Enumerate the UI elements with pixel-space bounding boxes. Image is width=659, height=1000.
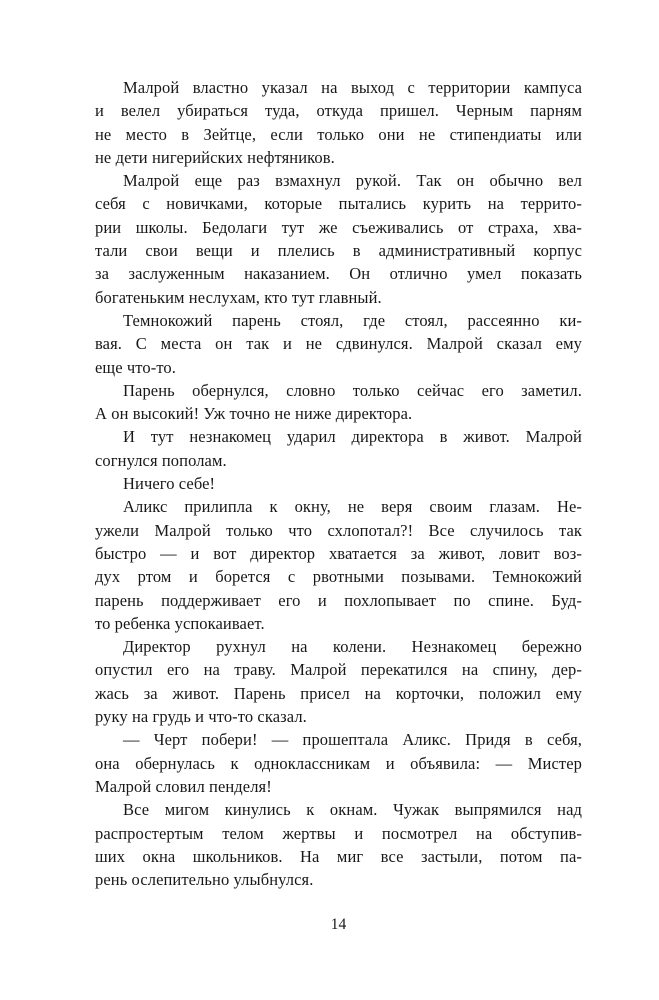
text-line: И тут незнакомец ударил директора в живот. Малрой [123,427,582,447]
text-line: согнулся пополам. [95,450,227,470]
text-line: руку на грудь и что-то сказал. [95,707,307,727]
text-line: еще что-то. [95,357,176,377]
text-line: Малрой еще раз взмахнул рукой. Так он обычно вел [123,171,582,191]
paragraph [95,169,582,309]
text-line: — Черт побери! — прошептала Аликс. Придя в себя, [123,730,582,750]
text-line: богатеньким неслухам, кто тут главный. [95,287,382,307]
text-line: не место в Зейтце, если только они не стипендиаты или [95,124,582,144]
text-line: то ребенка успокаивает. [95,613,265,633]
text-line: не дети нигерийских нефтяников. [95,147,335,167]
text-line: Аликс прилипла к окну, не веря своим глазам. Не- [123,497,582,517]
paragraph [95,76,582,169]
paragraph [95,798,582,891]
text-line: Малрой словил пенделя! [95,776,272,796]
text-block [95,76,582,891]
paragraph [95,728,582,798]
text-line: Все мигом кинулись к окнам. Чужак выпрямился над [123,800,582,820]
paragraph [95,309,582,379]
text-line: дух ртом и борется с рвотными позывами. Темнокожий [95,567,582,587]
text-line: ужели Малрой только что схлопотал?! Все случилось так [95,520,582,540]
text-line: вая. С места он так и не сдвинулся. Малрой сказал ему [95,334,582,354]
text-line: А он высокий! Уж точно не ниже директора. [95,404,413,424]
text-line: Ничего себе! [123,474,216,494]
text-line: парень поддерживает его и похлопывает по спине. Буд- [95,590,582,610]
paragraph [95,379,582,426]
paragraph [95,635,582,728]
paragraph [95,425,582,472]
text-line: быстро — и вот директор хватается за живот, ловит воз- [95,543,582,563]
paragraph [95,495,582,635]
text-line: жась за живот. Парень присел на корточки, положил ему [95,683,582,703]
paragraph [95,472,582,495]
text-line: Директор рухнул на колени. Незнакомец бережно [123,637,582,657]
text-line: рень ослепительно улыбнулся. [95,870,314,890]
text-line: и велел убираться туда, откуда пришел. Черным парням [95,101,582,121]
text-line: ших окна школьников. На миг все застыли, потом па- [95,846,582,866]
text-line: опустил его на траву. Малрой перекатился на спину, дер- [95,660,582,680]
text-line: Малрой властно указал на выход с территории кампуса [123,78,582,97]
text-line: распростертым телом жертвы и посмотрел на обступив- [95,823,582,843]
text-line: себя с новичками, которые пытались курить на террито- [95,194,582,214]
text-line: Парень обернулся, словно только сейчас его заметил. [123,380,582,400]
text-line: она обернулась к одноклассникам и объявила: — Мистер [95,753,582,773]
page-number: 14 [330,916,347,933]
text-line: за заслуженным наказанием. Он отлично умел показать [95,264,582,284]
text-line: тали свои вещи и плелись в административный корпус [95,241,582,261]
text-line: рии школы. Бедолаги тут же съеживались от страха, хва- [95,217,582,237]
text-line: Темнокожий парень стоял, где стоял, рассеянно ки- [123,310,582,330]
